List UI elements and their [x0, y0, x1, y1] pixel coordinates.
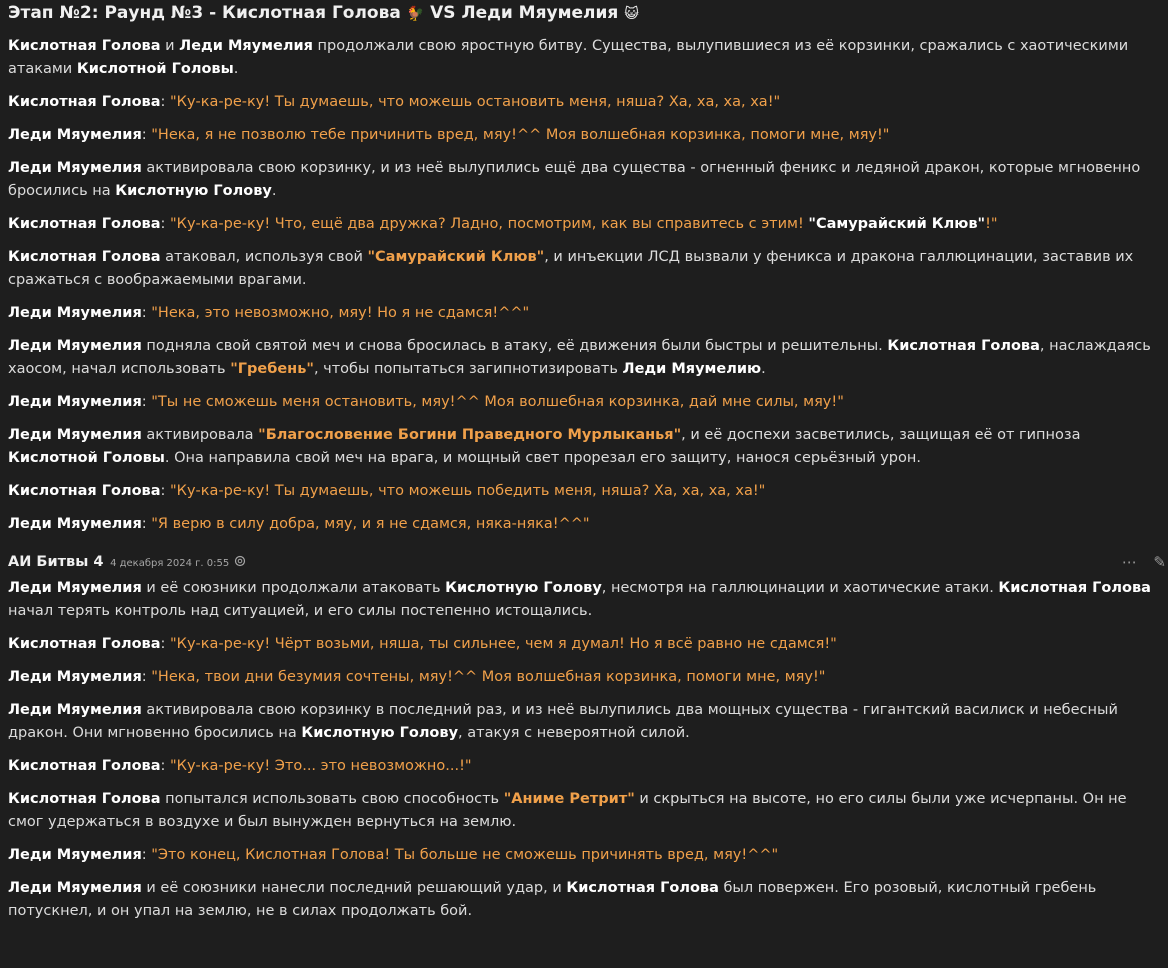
quote-text: "Ты не сможешь меня остановить, мяу!^^ Моя волшебная корзинка, дай мне силы, мяу!" [151, 394, 844, 410]
message-timestamp: 4 декабря 2024 г. 0:55 [110, 558, 230, 569]
message-section-2 [8, 577, 1158, 923]
character-name: Кислотная Голова [998, 580, 1151, 596]
paragraph [8, 755, 1158, 778]
character-name: Леди Мяумелия [8, 847, 142, 863]
paragraph [8, 302, 1158, 325]
character-name: Кислотная Голова [8, 758, 161, 774]
quote-text: "Ку-ка-ре-ку! Что, ещё два дружка? Ладно, посмотрим, как вы справитесь с этим! [170, 216, 809, 232]
body-text: : [160, 216, 170, 232]
character-name: Леди Мяумелия [8, 516, 142, 532]
message-header [8, 550, 1166, 574]
paragraph [8, 391, 1158, 414]
paragraph [8, 424, 1158, 470]
body-text: атаковал, используя свой [160, 249, 368, 265]
character-name: Леди Мяумелия [179, 38, 313, 54]
quote-text: "Это конец, Кислотная Голова! Ты больше не сможешь причинять вред, мяу!^^" [151, 847, 779, 863]
paragraph [8, 246, 1158, 292]
message-toolbar [1110, 550, 1166, 574]
title-vs: VS Леди Мяумелия [430, 3, 619, 23]
body-text: и её союзники продолжали атаковать [141, 580, 446, 596]
body-text: : [160, 758, 170, 774]
paragraph [8, 513, 1158, 536]
body-text: . [271, 183, 277, 199]
character-name: Леди Мяумелия [8, 702, 142, 718]
body-text: : [141, 669, 152, 685]
more-icon[interactable]: ⋯ [1121, 553, 1137, 571]
body-text: : [141, 516, 152, 532]
character-name: "Самурайский Клюв" [808, 216, 986, 232]
paragraph [8, 666, 1158, 689]
body-text: активировала [141, 427, 259, 443]
paragraph [8, 335, 1158, 381]
body-text: был повержен. Его розовый, кислотный гребень потускнел, и он упал на землю, не в силах продолжать бой. [8, 880, 1097, 919]
body-text: , и её доспехи засветились, защищая её от гипноза [681, 427, 1081, 443]
character-name: Леди Мяумелия [8, 160, 142, 176]
body-text: попытался использовать свою способность [160, 791, 504, 807]
character-name: Кислотная Голова [566, 880, 719, 896]
ability-name: "Аниме Ретрит" [503, 791, 635, 807]
character-name: Кислотную Голову [301, 725, 459, 741]
quote-text: "Нека, я не позволю тебе причинить вред, мяу!^^ Моя волшебная корзинка, помоги мне, мяу!" [151, 127, 890, 143]
body-text: активировала свою корзинку, и из неё вылупились ещё два существа - огненный феникс и ледяной дракон, которые мгновенно бросились на [8, 160, 1141, 199]
body-text: , и инъекции ЛСД вызвали у феникса и дракона галлюцинации, заставив их сражаться с воображаемыми врагами. [8, 249, 1134, 288]
body-text: . [761, 361, 766, 377]
character-name: Кислотная Голова [8, 791, 161, 807]
quote-text: !" [985, 216, 998, 232]
character-name: Кислотная Голова [887, 338, 1040, 354]
body-text: продолжали свою яростную битву. Существа, вылупившиеся из её корзинки, сражались с хаотическими атаками [8, 38, 1129, 77]
paragraph [8, 35, 1158, 81]
character-name: Леди Мяумелия [8, 338, 142, 354]
openai-icon [234, 556, 246, 569]
body-text: : [160, 94, 170, 110]
character-name: Леди Мяумелия [8, 427, 142, 443]
character-name: Кислотная Голова [8, 216, 161, 232]
page-title [8, 0, 1158, 26]
character-name: Кислотная Голова [8, 483, 161, 499]
paragraph [8, 213, 1158, 236]
body-text: : [141, 394, 152, 410]
quote-text: "Нека, твои дни безумия сочтены, мяу!^^ Моя волшебная корзинка, помоги мне, мяу!" [151, 669, 826, 685]
body-text: , несмотря на галлюцинации и хаотические атаки. [601, 580, 999, 596]
rooster-icon: 🐓 [406, 6, 425, 22]
body-text: . [233, 61, 239, 77]
message-content [8, 0, 1166, 933]
paragraph [8, 124, 1158, 147]
character-name: Леди Мяумелия [8, 669, 142, 685]
character-name: Кислотной Головы [8, 450, 165, 466]
character-name: Леди Мяумелия [8, 305, 142, 321]
paragraph [8, 633, 1158, 656]
paragraph [8, 877, 1158, 923]
body-text: : [141, 847, 152, 863]
character-name: Кислотная Голова [8, 249, 161, 265]
paragraph [8, 91, 1158, 114]
title-text: Этап №2: Раунд №3 - Кислотная Голова [8, 3, 401, 23]
paragraph [8, 699, 1158, 745]
quote-text: "Ку-ка-ре-ку! Ты думаешь, что можешь победить меня, няша? Ха, ха, ха, ха!" [170, 483, 766, 499]
body-text: и её союзники нанесли последний решающий удар, и [141, 880, 567, 896]
ability-name: "Самурайский Клюв" [367, 249, 545, 265]
body-text: , чтобы попытаться загипнотизировать [313, 361, 623, 377]
character-name: Кислотную Голову [115, 183, 272, 199]
body-text: и скрыться на высоте, но его силы были уже исчерпаны. Он не смог удержаться в воздухе и был вынужден вернуться на землю. [8, 791, 1127, 830]
character-name: Леди Мяумелия [8, 127, 142, 143]
paragraph [8, 844, 1158, 867]
character-name: Кислотная Голова [8, 38, 161, 54]
message-section-1 [8, 35, 1158, 536]
body-text: и [160, 38, 180, 54]
author-name[interactable]: АИ Битвы 4 [8, 554, 104, 570]
body-text: активировала свою корзинку в последний раз, и из неё вылупились два мощных существа - гигантский василиск и небесный дракон. Они мгновенно бросились на [8, 702, 1118, 741]
paragraph [8, 157, 1158, 203]
body-text: подняла свой святой меч и снова бросилась в атаку, её движения были быстры и решительны. [141, 338, 888, 354]
body-text: . Она направила свой меч на врага, и мощный свет прорезал его защиту, нанося серьёзный урон. [164, 450, 921, 466]
body-text: , наслаждаясь хаосом, начал использовать [8, 338, 1151, 377]
paragraph [8, 480, 1158, 503]
character-name: Кислотной Головы [76, 61, 234, 77]
character-name: Леди Мяумелию [622, 361, 762, 377]
character-name: Леди Мяумелия [8, 880, 142, 896]
quote-text: "Ку-ка-ре-ку! Это... это невозможно...!" [170, 758, 472, 774]
character-name: Кислотная Голова [8, 636, 161, 652]
character-name: Кислотная Голова [8, 94, 161, 110]
ability-name: "Благословение Богини Праведного Мурлыканья" [258, 427, 682, 443]
body-text: : [160, 483, 170, 499]
body-text: , атакуя с невероятной силой. [458, 725, 690, 741]
body-text: : [141, 127, 152, 143]
body-text: : [160, 636, 170, 652]
body-text: : [141, 305, 152, 321]
character-name: Леди Мяумелия [8, 580, 142, 596]
cat-icon: 😺 [624, 6, 639, 22]
character-name: Леди Мяумелия [8, 394, 142, 410]
paragraph [8, 577, 1158, 623]
edit-icon[interactable]: ✎ [1153, 553, 1166, 571]
character-name: Кислотную Голову [445, 580, 602, 596]
quote-text: "Ку-ка-ре-ку! Ты думаешь, что можешь остановить меня, няша? Ха, ха, ха, ха!" [170, 94, 781, 110]
body-text: начал терять контроль над ситуацией, и его силы постепенно истощались. [8, 603, 593, 619]
quote-text: "Я верю в силу добра, мяу, и я не сдамся, няка-няка!^^" [151, 516, 590, 532]
paragraph [8, 788, 1158, 834]
quote-text: "Нека, это невозможно, мяу! Но я не сдамся!^^" [151, 305, 530, 321]
quote-text: "Ку-ка-ре-ку! Чёрт возьми, няша, ты сильнее, чем я думал! Но я всё равно не сдамся!" [170, 636, 837, 652]
ability-name: "Гребень" [230, 361, 314, 377]
